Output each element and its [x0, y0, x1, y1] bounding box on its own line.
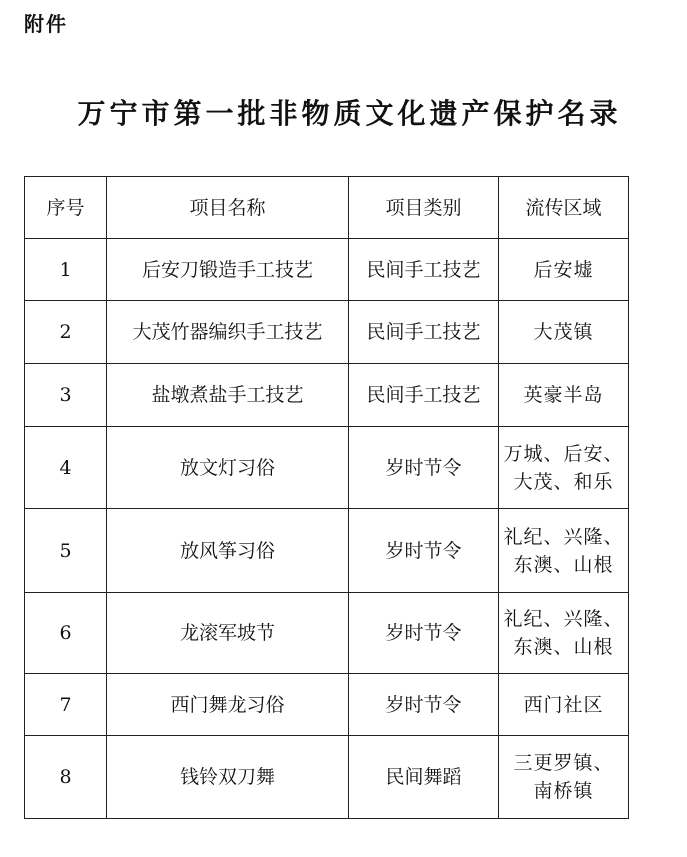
cell-project-name: 盐墩煮盐手工技艺 [107, 364, 349, 427]
table-row [25, 674, 629, 736]
cell-project-category: 民间手工技艺 [349, 364, 499, 427]
table-row [25, 301, 629, 364]
cell-project-category: 岁时节令 [349, 593, 499, 674]
cell-region [499, 364, 629, 427]
cell-project-name: 放风筝习俗 [107, 509, 349, 593]
cell-region [499, 239, 629, 301]
region-line: 东澳、山根 [513, 553, 614, 576]
region-line: 西门社区 [523, 693, 604, 716]
cell-project-category: 民间舞蹈 [349, 736, 499, 819]
header-project-category: 项目类别 [349, 177, 499, 239]
region-line: 三更罗镇、 [513, 752, 614, 774]
cell-project-category: 岁时节令 [349, 427, 499, 509]
region-line: 大茂、和乐 [513, 470, 614, 493]
cell-serial-number: 6 [25, 593, 107, 674]
header-serial-number: 序号 [25, 177, 107, 239]
cell-serial-number: 8 [25, 736, 107, 819]
table-row [25, 736, 629, 819]
cell-project-category: 岁时节令 [349, 509, 499, 593]
cell-project-name: 后安刀锻造手工技艺 [107, 239, 349, 301]
cell-serial-number: 3 [25, 364, 107, 427]
cell-region [499, 674, 629, 736]
table-row [25, 593, 629, 674]
region-line: 东澳、山根 [513, 636, 614, 658]
region-line: 礼纪、兴隆、 [503, 608, 624, 630]
header-region: 流传区域 [499, 177, 629, 239]
region-line: 英豪半岛 [523, 384, 604, 406]
attachment-label: 附件 [24, 12, 68, 36]
region-line: 南桥镇 [533, 780, 594, 802]
table-row [25, 427, 629, 509]
cell-region [499, 427, 629, 509]
cell-region [499, 736, 629, 819]
cell-project-category: 民间手工技艺 [349, 301, 499, 364]
cell-project-name: 大茂竹器编织手工技艺 [107, 301, 349, 364]
table-row [25, 239, 629, 301]
table-row [25, 509, 629, 593]
cell-serial-number: 4 [25, 427, 107, 509]
cell-project-name: 龙滚军坡节 [107, 593, 349, 674]
cell-project-name: 西门舞龙习俗 [107, 674, 349, 736]
cell-project-name: 放文灯习俗 [107, 427, 349, 509]
cell-serial-number: 2 [25, 301, 107, 364]
cell-region [499, 593, 629, 674]
cell-region [499, 509, 629, 593]
region-line: 万城、后安、 [503, 442, 624, 465]
table-row [25, 364, 629, 427]
cell-project-category: 岁时节令 [349, 674, 499, 736]
region-line: 后安墟 [533, 258, 594, 281]
heritage-list-table [24, 176, 629, 819]
cell-project-category: 民间手工技艺 [349, 239, 499, 301]
page-title: 万宁市第一批非物质文化遗产保护名录 [77, 97, 622, 130]
header-project-name: 项目名称 [107, 177, 349, 239]
table-header-row [25, 177, 629, 239]
cell-serial-number: 1 [25, 239, 107, 301]
cell-project-name: 钱铃双刀舞 [107, 736, 349, 819]
cell-serial-number: 7 [25, 674, 107, 736]
region-line: 大茂镇 [533, 321, 594, 343]
cell-region [499, 301, 629, 364]
region-line: 礼纪、兴隆、 [503, 525, 624, 548]
cell-serial-number: 5 [25, 509, 107, 593]
